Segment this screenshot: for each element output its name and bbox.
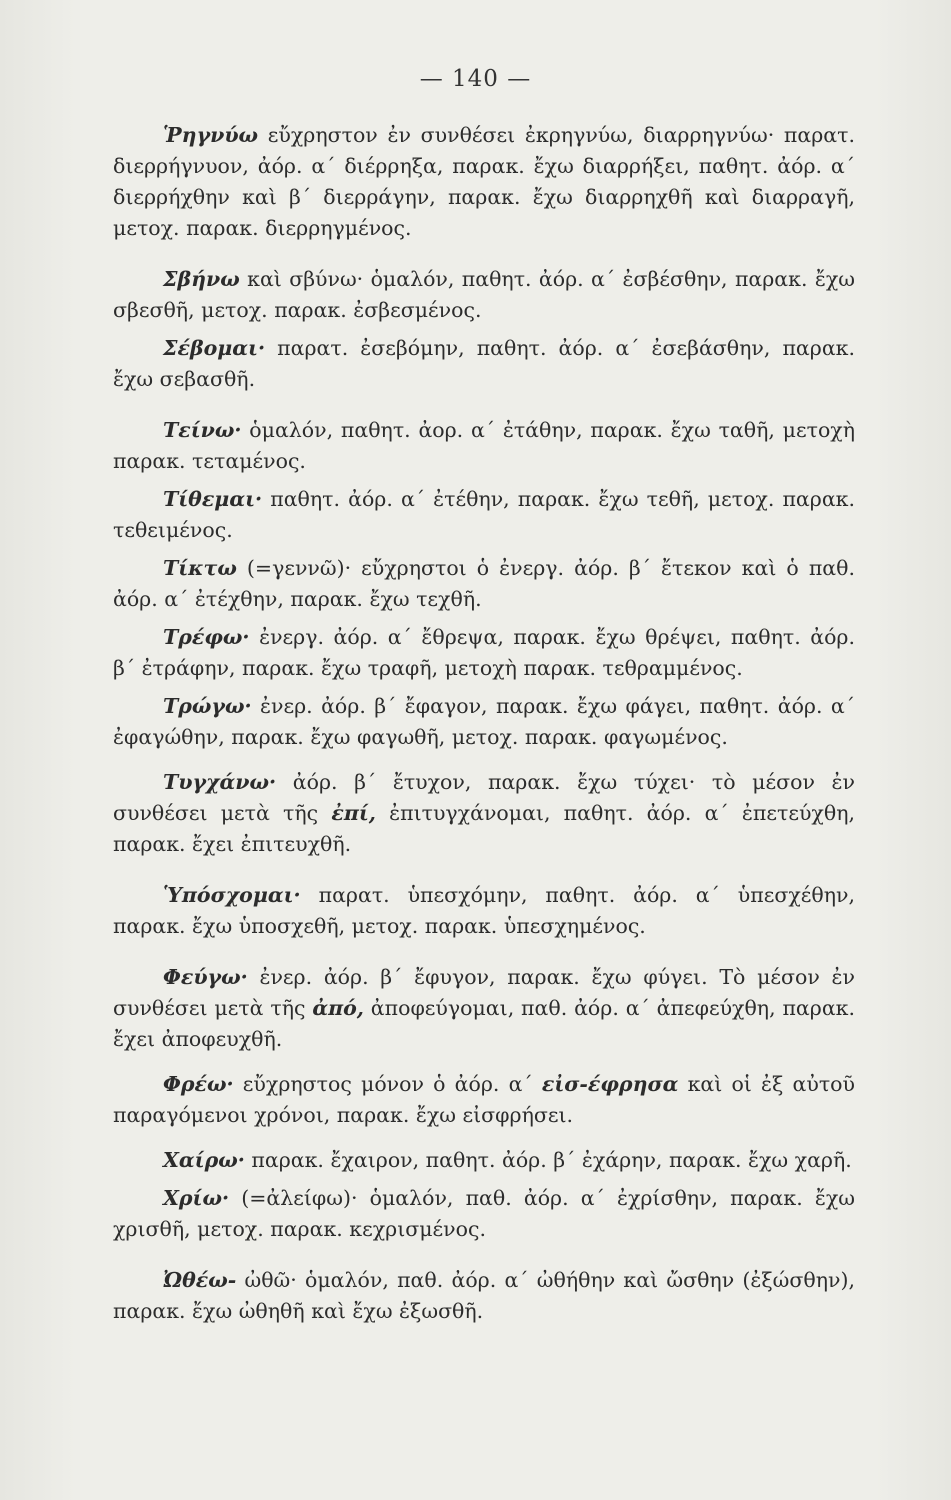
- entry-lemma: Ῥηγνύω: [163, 123, 259, 147]
- entry-yposchomai: [113, 880, 855, 942]
- entry-emphasis: ἐπί,: [331, 801, 376, 825]
- entry-body: καὶ σβύνω· ὁμαλόν, παθητ. ἀόρ. α΄ ἐσβέσθην, παρακ. ἔχω σβεσθῆ, μετοχ. παρακ. ἐσβεσμένος.: [113, 267, 855, 322]
- entry-lemma: Ὠθέω-: [163, 1268, 237, 1292]
- entry-lemma: Χαίρω·: [163, 1148, 245, 1172]
- entry-sevomai: [113, 333, 855, 395]
- entry-tithemai: [113, 484, 855, 546]
- entry-tikto: [113, 553, 855, 615]
- dictionary-text: [113, 120, 855, 1327]
- entry-emphasis: εἰσ-έφρησα: [541, 1072, 679, 1096]
- entry-body: (=ἀλείφω)· ὁμαλόν, παθ. ἀόρ. α΄ ἐχρίσθην, παρακ. ἔχω χρισθῆ, μετοχ. παρακ. κεχρισμένος.: [113, 1186, 855, 1241]
- entry-body: παρατ. ὑπεσχόμην, παθητ. ἀόρ. α΄ ὑπεσχέθην, παρακ. ἔχω ὑποσχεθῆ, μετοχ. παρακ. ὑπεσχημένος.: [113, 883, 855, 938]
- entry-body: παρατ. ἐσεβόμην, παθητ. ἀόρ. α΄ ἐσεβάσθην, παρακ. ἔχω σεβασθῆ.: [113, 336, 855, 391]
- entry-body: (=γεννῶ)· εὔχρηστοι ὁ ἐνεργ. ἀόρ. β΄ ἔτεκον καὶ ὁ παθ. ἀόρ. α΄ ἐτέχθην, παρακ. ἔχω τεχθῆ.: [113, 556, 855, 611]
- entry-body: ἐνερ. ἀόρ. β΄ ἔφυγον, παρακ. ἔχω φύγει. Τὸ μέσον ἐν συνθέσει μετὰ τῆς: [113, 965, 855, 1020]
- entry-lemma: Σβήνω: [163, 267, 240, 291]
- entry-rhegnyo: [113, 120, 855, 244]
- entry-otheo: [113, 1265, 855, 1327]
- entry-body: εὔχρηστος μόνον ὁ ἀόρ. α΄: [233, 1072, 542, 1096]
- entry-lemma: Τίθεμαι·: [163, 487, 263, 511]
- entry-tynchano: [113, 767, 855, 860]
- entry-body: ἐπιτυγχάνομαι, παθητ. ἀόρ. α΄ ἐπετεύχθη, παρακ. ἔχει ἐπιτευχθῆ.: [113, 801, 855, 856]
- entry-body: ὠθῶ· ὁμαλόν, παθ. ἀόρ. α΄ ὠθήθην καὶ ὤσθην (ἐξώσθην), παρακ. ἔχω ὠθηθῆ καὶ ἔχω ἐξωσθῆ.: [113, 1268, 855, 1323]
- entry-body: ὁμαλόν, παθητ. ἀορ. α΄ ἐτάθην, παρακ. ἔχω ταθῆ, μετοχὴ παρακ. τεταμένος.: [113, 418, 855, 473]
- entry-lemma: Σέβομαι·: [163, 336, 266, 360]
- entry-body: ἐνεργ. ἀόρ. α΄ ἔθρεψα, παρακ. ἔχω θρέψει, παθητ. ἀόρ. β΄ ἐτράφην, παρακ. ἔχω τραφῆ, μετοχὴ παρακ. τεθραμμένος.: [113, 625, 855, 680]
- entry-lemma: Τρέφω·: [163, 625, 250, 649]
- entry-body: εὔχρηστον ἐν συνθέσει ἐκρηγνύω, διαρρηγνύω· παρατ. διερρήγνυον, ἀόρ. α΄ διέρρηξα, παρακ. ἔχω διαρρήξει, παθητ. ἀόρ. α΄ διερρήχθην καὶ β΄ διερράγην, παρακ. ἔχω διαρρηχθῆ καὶ διαρραγῆ, μετοχ. παρακ. διερρηγμένος.: [113, 123, 855, 240]
- entry-freo: [113, 1069, 855, 1131]
- entry-teino: [113, 415, 855, 477]
- entry-lemma: Φρέω·: [163, 1072, 234, 1096]
- entry-chairo: [113, 1145, 855, 1176]
- entry-trogo: [113, 691, 855, 753]
- entry-body: ἀόρ. β΄ ἔτυχον, παρακ. ἔχω τύχει· τὸ μέσον ἐν συνθέσει μετὰ τῆς: [113, 770, 855, 825]
- entry-lemma: Φεύγω·: [163, 965, 248, 989]
- entry-trefo: [113, 622, 855, 684]
- entry-lemma: Τείνω·: [163, 418, 242, 442]
- entry-body: καὶ οἱ ἐξ αὐτοῦ παραγόμενοι χρόνοι, παρακ. ἔχω εἰσφρήσει.: [113, 1072, 855, 1127]
- entry-body: παθητ. ἀόρ. α΄ ἐτέθην, παρακ. ἔχω τεθῆ, μετοχ. παρακ. τεθειμένος.: [113, 487, 855, 542]
- entry-lemma: Τυγχάνω·: [163, 770, 277, 794]
- entry-body: παρακ. ἔχαιρον, παθητ. ἀόρ. β΄ ἐχάρην, παρακ. ἔχω χαρῆ.: [244, 1148, 852, 1172]
- entry-emphasis: ἀπό,: [312, 996, 364, 1020]
- entry-lemma: Τρώγω·: [163, 694, 252, 718]
- entry-lemma: Ὑπόσχομαι·: [163, 883, 301, 907]
- entry-body: ἀποφεύγομαι, παθ. ἀόρ. α΄ ἀπεφεύχθη, παρακ. ἔχει ἀποφευχθῆ.: [113, 996, 855, 1051]
- entry-body: ἐνερ. ἀόρ. β΄ ἔφαγον, παρακ. ἔχω φάγει, παθητ. ἀόρ. α΄ ἐφαγώθην, παρακ. ἔχω φαγωθῆ, μετοχ. παρακ. φαγωμένος.: [113, 694, 855, 749]
- page-number: — 140 —: [419, 66, 532, 92]
- entry-sveno: [113, 264, 855, 326]
- entry-chrio: [113, 1183, 855, 1245]
- entry-lemma: Τίκτω: [163, 556, 237, 580]
- entry-lemma: Χρίω·: [163, 1186, 230, 1210]
- entry-fevgo: [113, 962, 855, 1055]
